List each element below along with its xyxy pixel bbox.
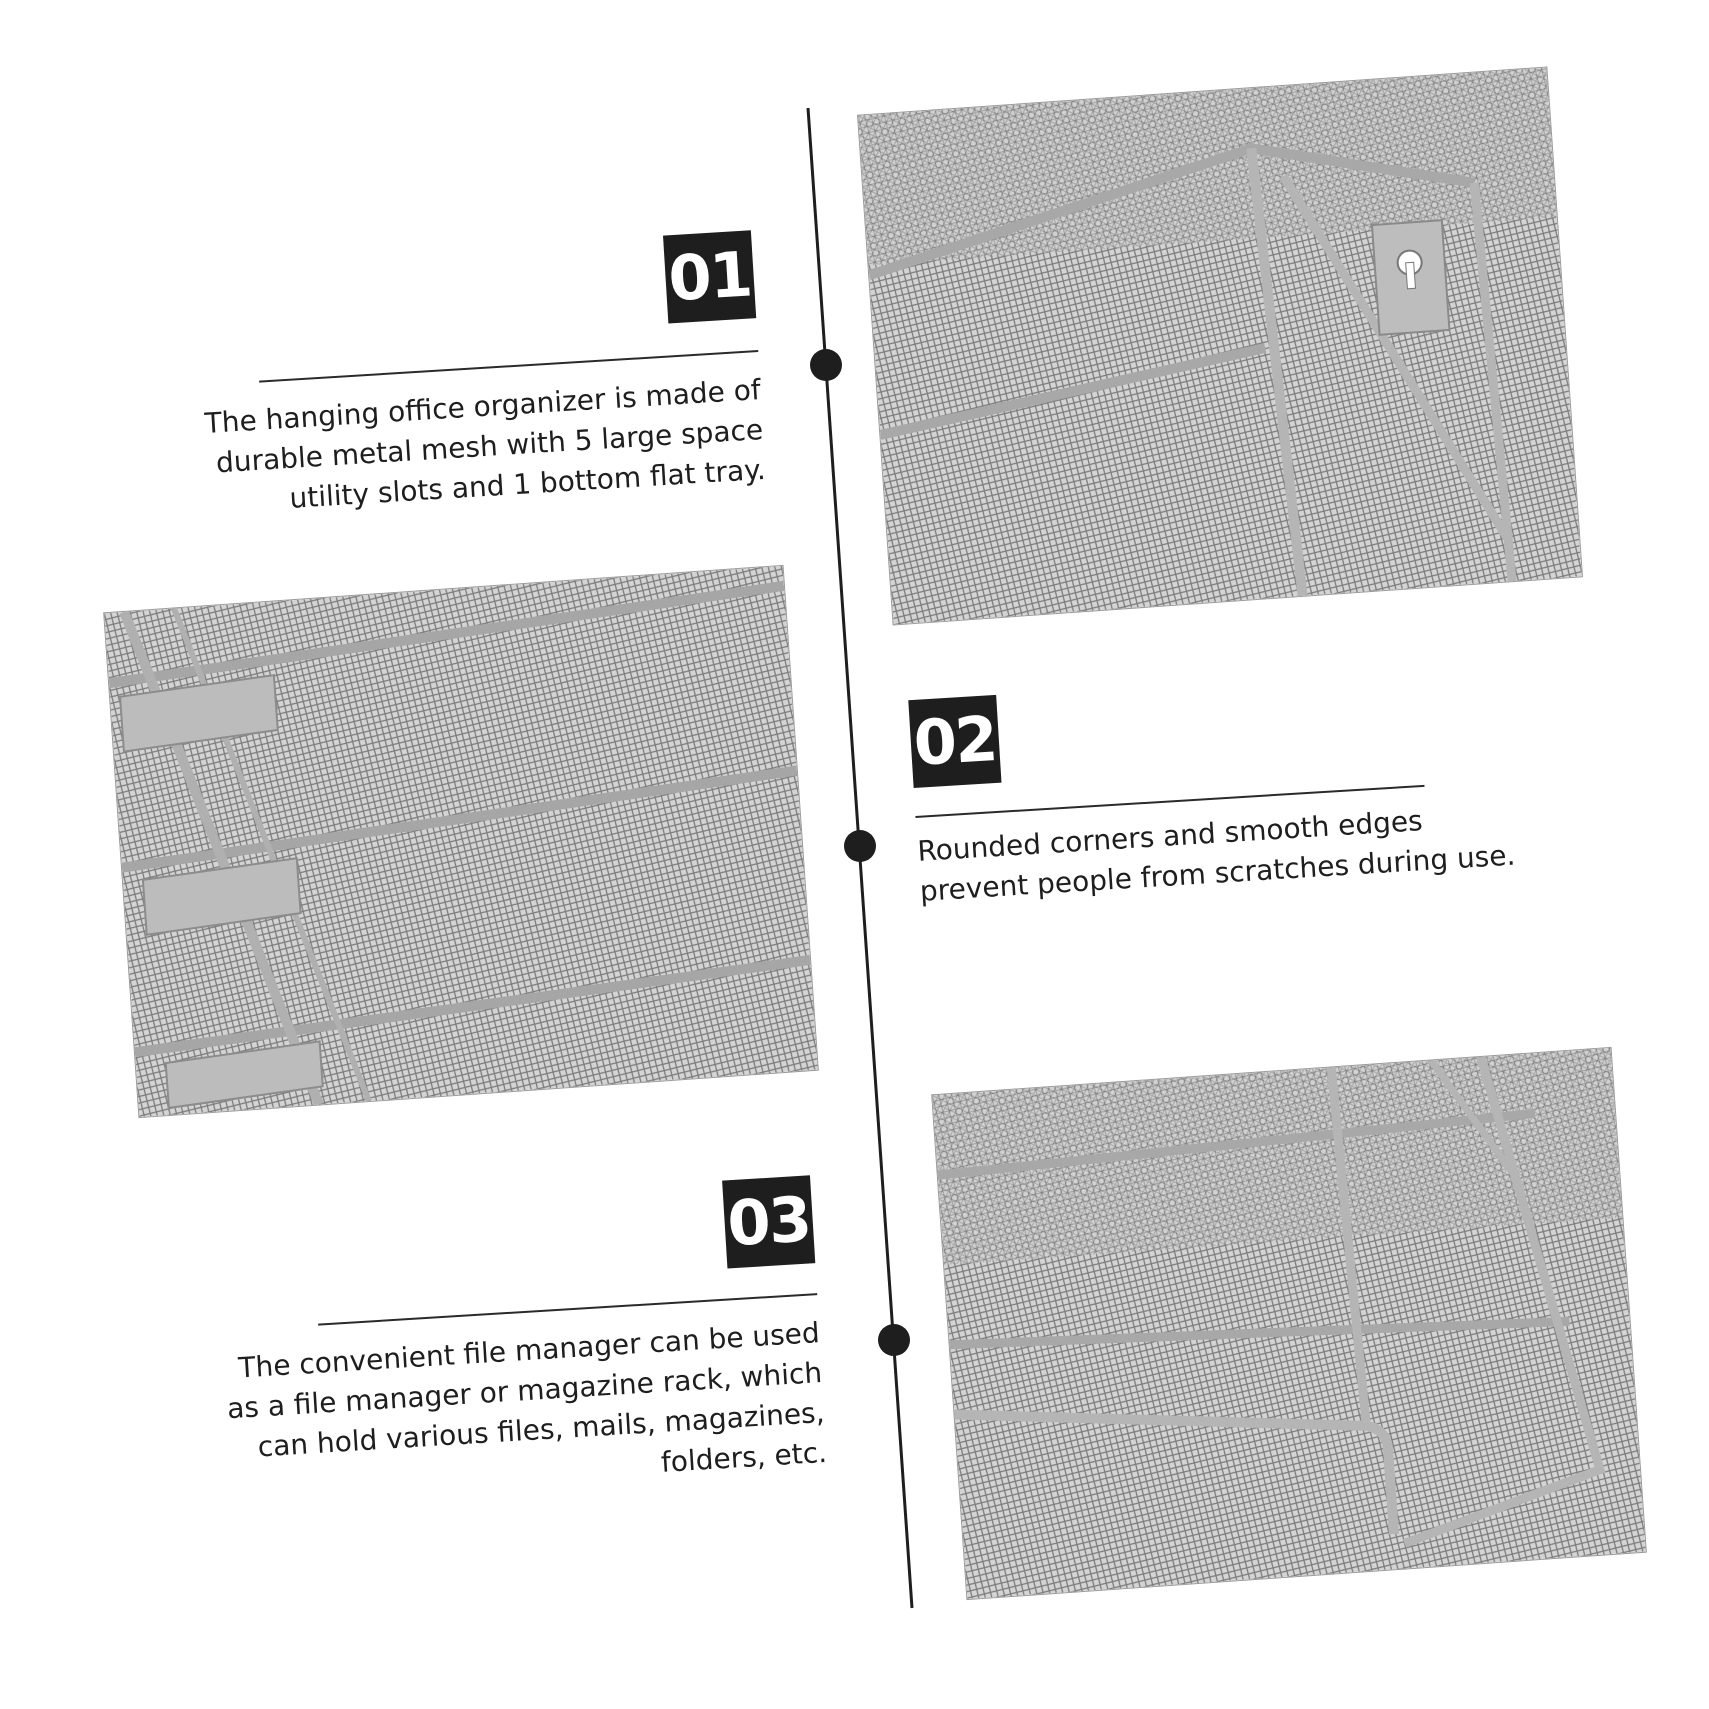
feature-02 [908, 662, 1540, 919]
timeline-dot-icon [810, 349, 842, 381]
feature-description: The convenient file manager can be used as a file manager or magazine rack, which can hold various files, mails, magazines, folders, etc. [226, 1316, 828, 1479]
feature-number: 02 [908, 695, 1001, 788]
keyhole-hanger-icon [1372, 220, 1450, 335]
product-photo-hanger [857, 66, 1583, 625]
product-photo-tray [931, 1047, 1647, 1600]
feature-number: 03 [722, 1175, 815, 1268]
feature-01 [131, 220, 769, 577]
feature-description: The hanging office organizer is made of durable metal mesh with 5 large space utility slots and 1 bottom flat tray. [203, 373, 767, 515]
timeline-dot-icon [844, 830, 876, 862]
product-photo-slots [103, 565, 819, 1118]
timeline-dot-icon [878, 1324, 910, 1356]
feature-description: Rounded corners and smooth edges prevent people from scratches during use. [916, 804, 1517, 908]
feature-number: 01 [663, 230, 756, 323]
feature-03 [191, 1175, 830, 1542]
